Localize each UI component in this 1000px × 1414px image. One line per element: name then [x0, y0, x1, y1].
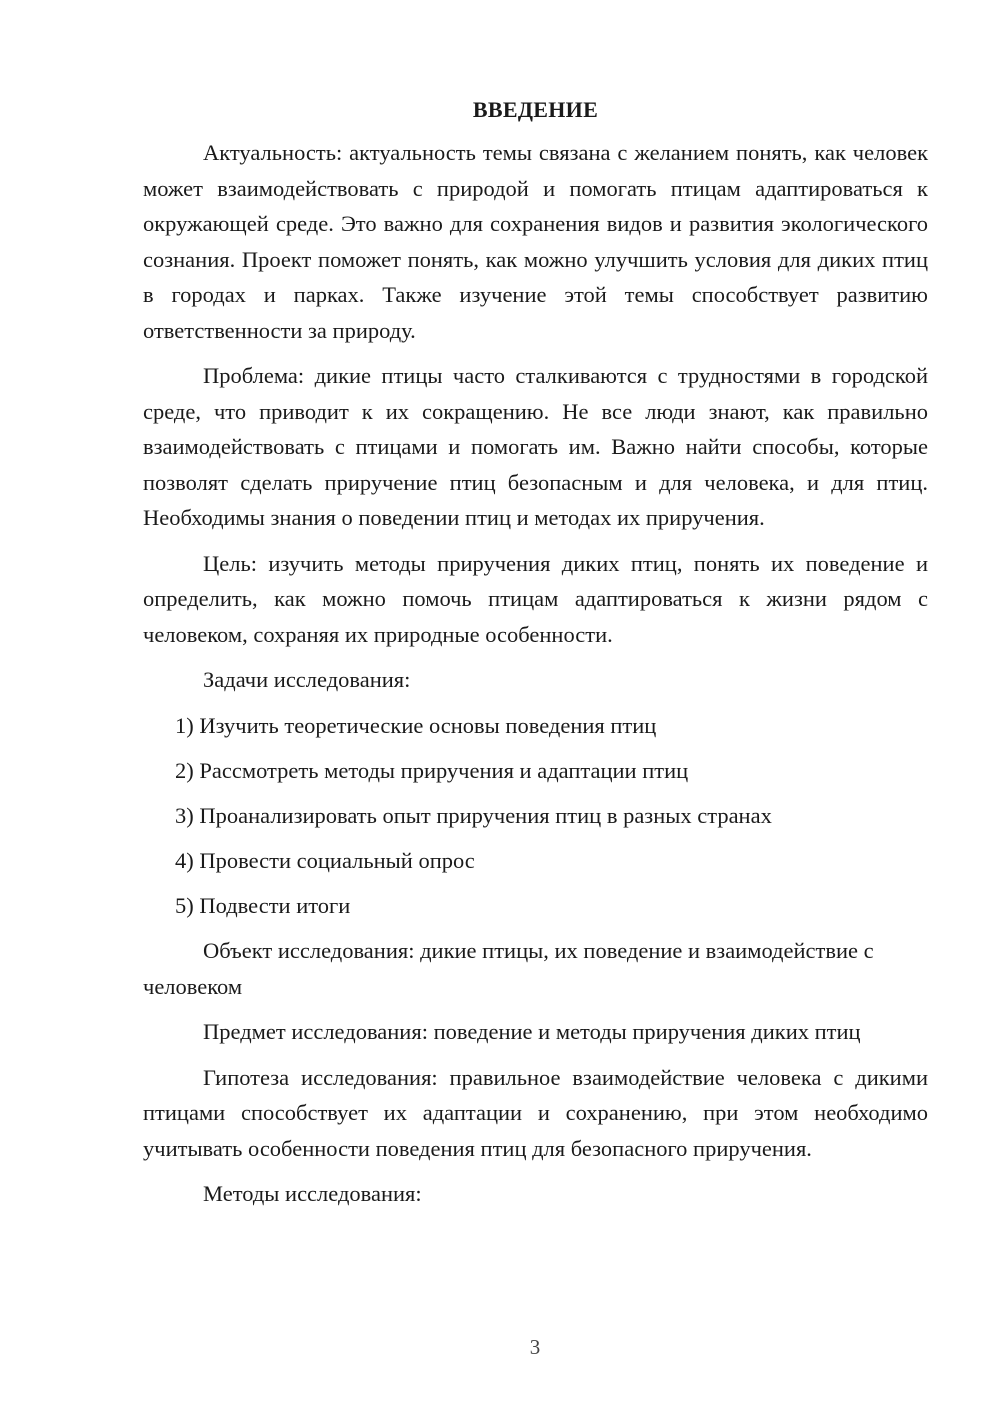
section-title: ВВЕДЕНИЕ [472, 97, 599, 122]
paragraph-hypothesis: Гипотеза исследования: правильное взаимодействие человека с дикими птицами способствует их адаптации и сохранению, при этом необходимо учитывать особенности поведения птиц для безопасного приручения. [143, 1064, 928, 1161]
paragraph-relevance: Актуальность: актуальность темы связана с желанием понять, как человек может взаимодействовать с природой и помогать птицам адаптироваться к окружающей среде. Это важно для сохранения видов и развития экологического сознания. Проект поможет понять, как можно улучшить условия для диких птиц в городах и парках. Также изучение этой темы способствует развитию ответственности за природу. [143, 140, 928, 343]
document-page [143, 95, 928, 1222]
paragraph-problem: Проблема: дикие птицы часто сталкиваются с трудностями в городской среде, что приводит к их сокращению. Не все люди знают, как правильно взаимодействовать с птицами и помогать им. Важно найти способы, которые позволят сделать приручение птиц безопасным и для человека, и для птиц. Необходимы знания о поведении птиц и методах их приручения. [143, 363, 928, 530]
list-item: 3) Проанализировать опыт приручения птиц в разных странах [175, 802, 772, 828]
list-item: 1) Изучить теоретические основы поведения птиц [175, 712, 657, 738]
paragraph-goal: Цель: изучить методы приручения диких птиц, понять их поведение и определить, как можно помочь птицам адаптироваться к жизни рядом с человеком, сохраняя их природные особенности. [143, 550, 928, 647]
list-item: 2) Рассмотреть методы приручения и адаптации птиц [175, 757, 689, 783]
paragraph-subject: Предмет исследования: поведение и методы приручения диких птиц [203, 1019, 861, 1044]
paragraph-methods: Методы исследования: [203, 1181, 422, 1206]
list-item: 4) Провести социальный опрос [175, 847, 475, 873]
paragraph-object: Объект исследования: дикие птицы, их поведение и взаимодействие с человеком [143, 938, 874, 999]
list-item: 5) Подвести итоги [175, 892, 351, 918]
tasks-list [143, 708, 928, 924]
page-number: 3 [529, 1335, 541, 1359]
paragraph-tasks-heading: Задачи исследования: [203, 667, 411, 692]
